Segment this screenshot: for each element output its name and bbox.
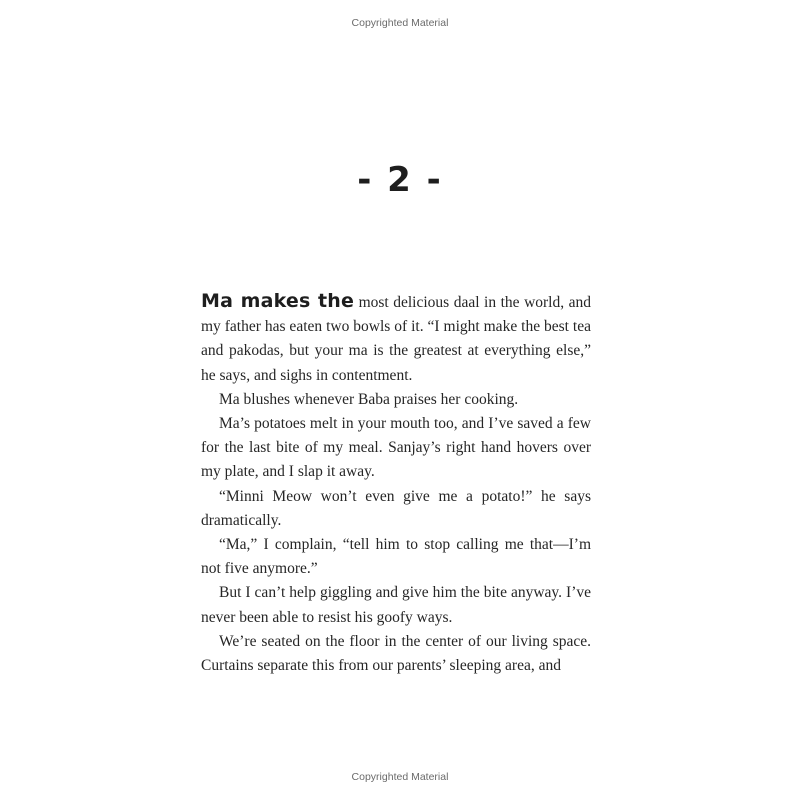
paragraph: Ma’s potatoes melt in your mouth too, and I’ve saved a few for the last bite of my meal. Sanjay’s right hand hovers over my plate, and I slap it away. [201, 415, 591, 481]
paragraph-text: most delicious daal in the world, and my father has eaten two bowls of it. “I might make the best tea and pakodas, but your ma is the greatest at everything else,” he says, and sighs in contentment. [201, 294, 591, 384]
chapter-body-text [201, 289, 591, 678]
paragraph [201, 289, 591, 388]
copyright-header: Copyrighted Material [351, 17, 449, 29]
paragraph: But I can’t help giggling and give him the bite anyway. I’ve never been able to resist his goofy ways. [201, 584, 591, 626]
paragraph: “Minni Meow won’t even give me a potato!” he says dramatically. [201, 487, 591, 529]
paragraph: “Ma,” I complain, “tell him to stop calling me that—I’m not five anymore.” [201, 536, 591, 578]
opening-words: Ma makes the [201, 290, 355, 312]
paragraph: Ma blushes whenever Baba praises her cooking. [219, 390, 519, 408]
copyright-footer: Copyrighted Material [351, 771, 449, 783]
chapter-number: - 2 - [357, 160, 443, 200]
paragraph: We’re seated on the floor in the center of our living space. Curtains separate this from our parents’ sleeping area, and [201, 632, 591, 675]
